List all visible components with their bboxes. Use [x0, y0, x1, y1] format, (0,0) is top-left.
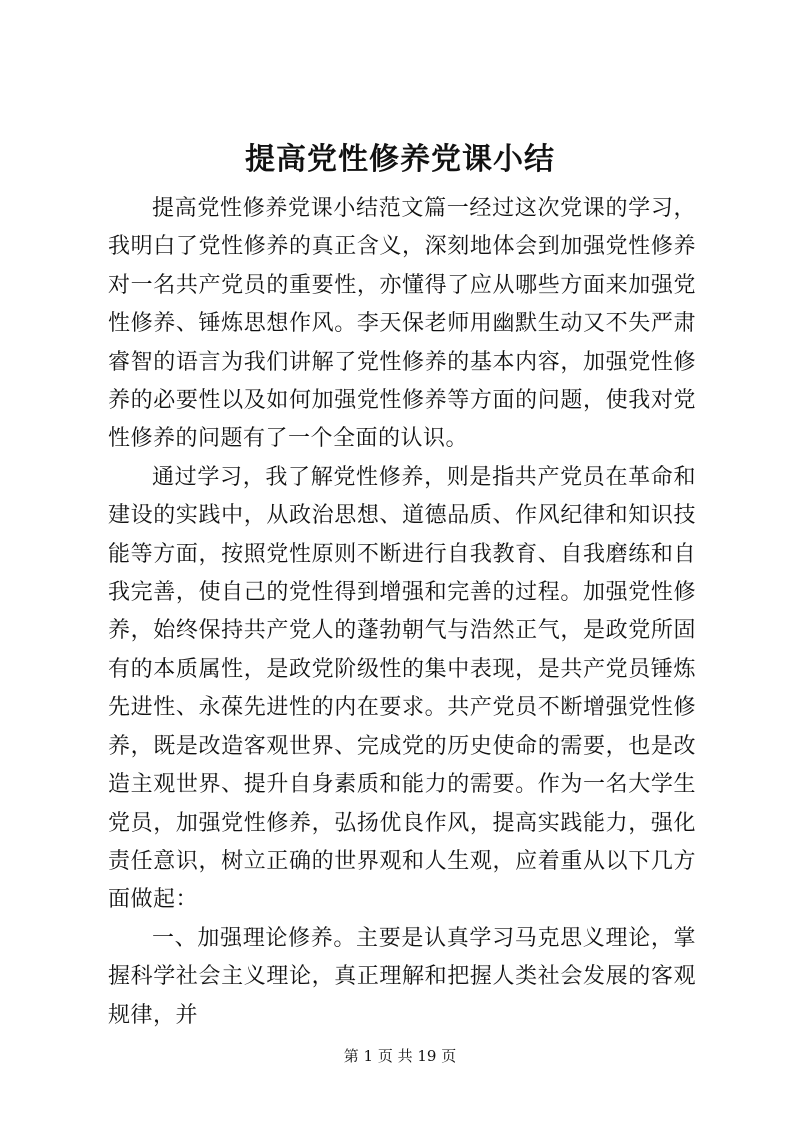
- document-title: 提高党性修养党课小结: [245, 142, 555, 177]
- document-body: [108, 190, 696, 1035]
- paragraph-3: 一、加强理论修养。主要是认真学习马克思义理论，掌握科学社会主义理论，真正理解和把握人类社会发展的客观规律，并: [108, 925, 696, 1028]
- paragraph-1: 提高党性修养党课小结范文篇一经过这次党课的学习，我明白了党性修养的真正含义，深刻地体会到加强党性修养对一名共产党员的重要性，亦懂得了应从哪些方面来加强党性修养、锤炼思想作风。李天保老师用幽默生动又不失严肃睿智的语言为我们讲解了党性修养的基本内容，加强党性修养的必要性以及如何加强党性修养等方面的问题，使我对党性修养的问题有了一个全面的认识。: [108, 196, 696, 452]
- paragraph-2: 通过学习，我了解党性修养，则是指共产党员在革命和建设的实践中，从政治思想、道德品质、作风纪律和知识技能等方面，按照党性原则不断进行自我教育、自我磨练和自我完善，使自己的党性得到增强和完善的过程。加强党性修养，始终保持共产党人的蓬勃朝气与浩然正气，是政党所固有的本质属性，是政党阶级性的集中表现，是共产党员锤炼先进性、永葆先进性的内在要求。共产党员不断增强党性修养，既是改造客观世界、完成党的历史使命的需要，也是改造主观世界、提升自身素质和能力的需要。作为一名大学生党员，加强党性修养，弘扬优良作风，提高实践能力，强化责任意识，树立正确的世界观和人生观，应着重从以下几方面做起：: [108, 464, 696, 913]
- page-number-footer: 第 1 页 共 19 页: [343, 1047, 457, 1065]
